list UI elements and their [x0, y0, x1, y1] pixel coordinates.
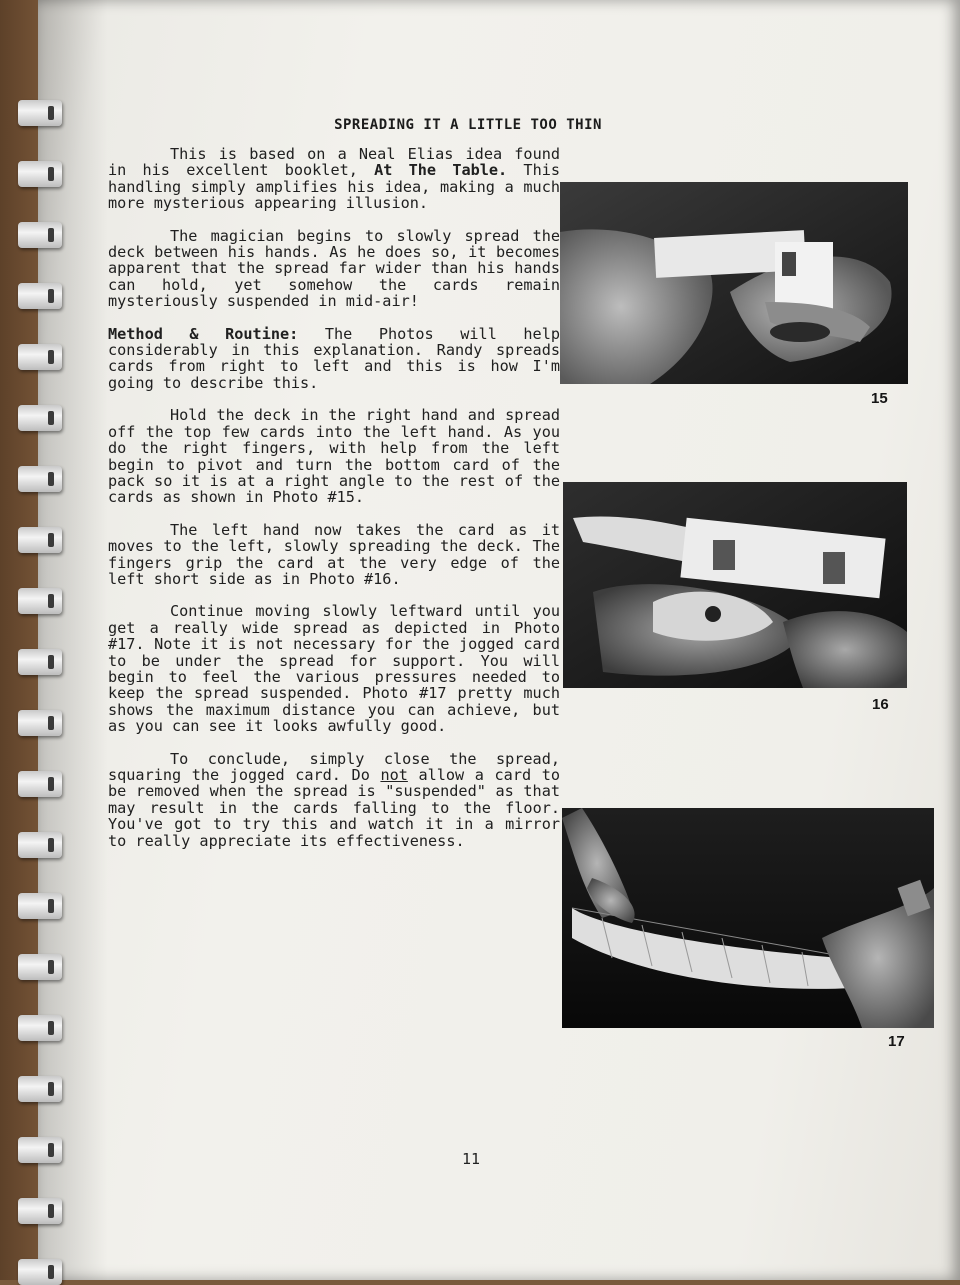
spiral-coil: [18, 832, 62, 858]
spiral-coil: [18, 100, 62, 126]
conclusion-text-cont: allow a card to be removed when the spread is "suspended" as that may result in the cards falling to the floor. You've got to try this and watch it in a mirror to really appreciate its effectiveness.: [108, 766, 560, 850]
conclusion-text: To conclude, simply close the spread, squaring the jogged card. Do: [108, 749, 560, 784]
emphasis-not: not: [380, 766, 408, 784]
body-text-column: [108, 146, 560, 849]
paragraph-step-1: Hold the deck in the right hand and spread off the top few cards into the left hand. As you do the right fingers, with help from the left begin to pivot and turn the bottom card of the pack so it is at a right angle to the rest of the cards as shown in Photo #15.: [108, 406, 560, 507]
photo-15-number: 15: [871, 390, 888, 407]
paragraph-effect: The magician begins to slowly spread the deck between his hands. As he does so, it becomes apparent that the spread far wider than his hands can hold, yet somehow the cards remain mysteriously suspended in mid-air!: [108, 226, 560, 311]
spiral-coil: [18, 1198, 62, 1224]
photo-15: [560, 182, 908, 384]
spiral-coil: [18, 710, 62, 736]
spiral-coil: [18, 893, 62, 919]
photo-17: [562, 808, 934, 1028]
spiral-coil: [18, 466, 62, 492]
spiral-coil: [18, 1137, 62, 1163]
spiral-coil: [18, 405, 62, 431]
spiral-coil: [18, 222, 62, 248]
spiral-coil: [18, 1259, 62, 1285]
spiral-coil: [18, 771, 62, 797]
paragraph-step-2: The left hand now takes the card as it moves to the left, slowly spreading the deck. The fingers grip the card at the very edge of the left short side as in Photo #16.: [108, 520, 560, 588]
spiral-coil: [18, 588, 62, 614]
spiral-coil: [18, 283, 62, 309]
booklet-title: At The Table.: [374, 161, 508, 180]
method-label: Method & Routine:: [108, 324, 299, 343]
spiral-coil: [18, 954, 62, 980]
paragraph-intro: [108, 146, 560, 212]
spiral-coil: [18, 1076, 62, 1102]
spiral-coil: [18, 649, 62, 675]
spiral-coil: [18, 1015, 62, 1041]
page-title: SPREADING IT A LITTLE TOO THIN: [334, 117, 602, 133]
intro-text-cont: This handling simply amplifies his idea, making a much more mysterious appearing illusion.: [108, 161, 560, 213]
spiral-binding: [0, 0, 70, 1280]
spiral-coil: [18, 527, 62, 553]
paragraph-step-3: Continue moving slowly leftward until you get a really wide spread as depicted in Photo #17. Note it is not necessary for the jogged card to be under the spread for support. You will begin to feel the various pressures needed to keep the spread suspended. Photo #17 pretty much shows the maximum distance you can achieve, but as you can see it looks awfully good.: [108, 602, 560, 736]
spiral-coil: [18, 344, 62, 370]
photo-17-number: 17: [888, 1033, 905, 1050]
intro-text: This is based on a Neal Elias idea found in his excellent booklet,: [108, 145, 560, 180]
paragraph-method: [108, 326, 560, 392]
paragraph-conclusion: [108, 751, 560, 849]
spiral-coil: [18, 161, 62, 187]
photo-16-number: 16: [872, 696, 889, 713]
page-number: 11: [461, 1150, 481, 1168]
method-text: The Photos will help considerably in this explanation. Randy spreads cards from right to left and this is how I'm going to describe this.: [108, 324, 560, 392]
photo-16: [563, 482, 907, 688]
